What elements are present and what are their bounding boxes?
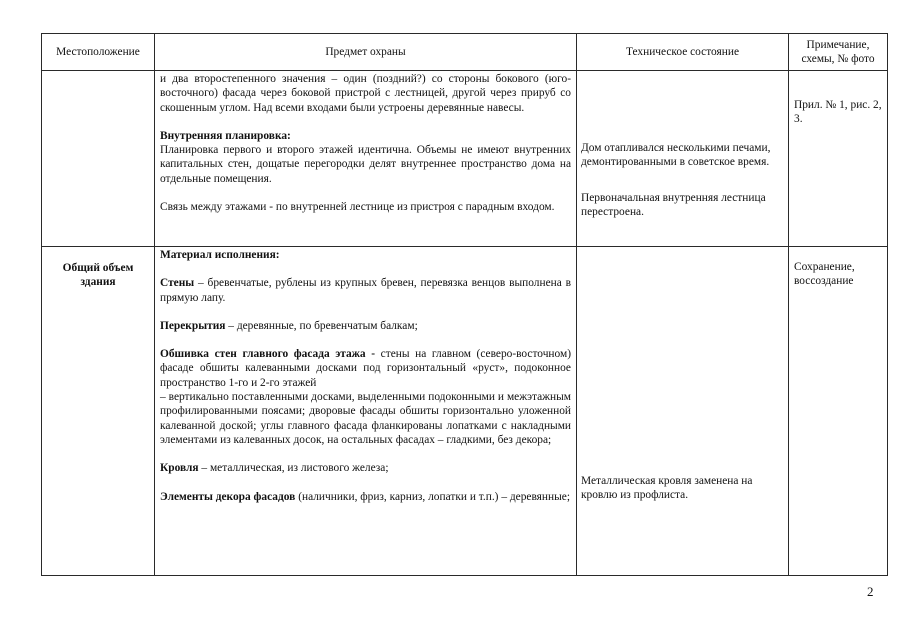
row2-subject-heading: Материал исполнения: <box>160 249 280 261</box>
row1-technical-cell <box>577 71 789 247</box>
protection-subject-table <box>41 33 888 576</box>
header-note-line2: схемы, № фото <box>801 53 875 65</box>
row2-technical-cell <box>577 247 789 576</box>
row2-cladding-continued: – вертикально поставленными досками, выделенными подоконными и межэтажным профилированными поясами; дворовые фасады обшиты горизонтально уложенной калеванной доской; углы главного фасада фланкированы лопатками с накладными элементами из калеванных досок, на остальных фасадах – гладкими, без декора; <box>160 391 571 446</box>
row2-walls: Стены – бревенчатые, рублены из крупных бревен, перевязка венцов выполнена в прямую лапу. <box>160 277 571 304</box>
row1-subject-paragraph-2: Планировка первого и второго этажей идентична. Объемы не имеют внутренних капитальных стен, дощатые перегородки делят внутреннее пространство дома на отдельные помещения. <box>160 144 571 185</box>
row1-location-cell <box>42 71 155 247</box>
header-technical: Техническое состояние <box>577 34 789 71</box>
row2-technical-roof: Металлическая кровля заменена на кровлю из профлиста. <box>581 475 753 502</box>
row1-note: Прил. № 1, рис. 2, 3. <box>794 99 882 126</box>
table-header-row <box>42 34 888 71</box>
row2-note: Сохранение, воссоздание <box>794 261 855 288</box>
header-note-line1: Примечание, <box>806 39 870 51</box>
page-number: 2 <box>867 584 874 599</box>
row2-floors: Перекрытия – деревянные, по бревенчатым балкам; <box>160 319 418 332</box>
row1-note-cell <box>789 71 888 247</box>
row2-cladding: Обшивка стен главного фасада этажа - стены на главном (северо-восточном) фасаде обшиты калеванными досками под горизонтальный «руст», подоконное пространство 1-го и 2-го этажей <box>160 348 571 389</box>
row1-subject-heading: Внутренняя планировка: <box>160 129 291 142</box>
row2-roof: Кровля – металлическая, из листового железа; <box>160 462 389 475</box>
row1-subject-cell <box>155 71 577 247</box>
row1-technical-heating: Дом отапливался несколькими печами, демонтированными в советское время. <box>581 142 771 169</box>
header-note <box>789 34 888 71</box>
header-subject: Предмет охраны <box>155 34 577 71</box>
table-row <box>42 247 888 576</box>
header-location: Местоположение <box>42 34 155 71</box>
row2-location-cell <box>42 247 155 576</box>
row2-subject-cell <box>155 247 577 576</box>
row1-subject-paragraph-3: Связь между этажами - по внутренней лестнице из пристроя с парадным входом. <box>160 201 555 214</box>
row2-location-title: Общий объем здания <box>62 262 134 288</box>
row2-decor: Элементы декора фасадов (наличники, фриз, карниз, лопатки и т.п.) – деревянные; <box>160 490 570 503</box>
row1-technical-stairs: Первоначальная внутренняя лестница перестроена. <box>581 191 766 218</box>
row1-subject-paragraph-1: и два второстепенного значения – один (поздний?) со стороны бокового (юго-восточного) фасада через боковой пристрой с лестницей, другой через прируб со скошенным углом. Над всеми входами были устроены деревянные навесы. <box>160 73 571 114</box>
row2-note-cell <box>789 247 888 576</box>
table-row <box>42 71 888 247</box>
